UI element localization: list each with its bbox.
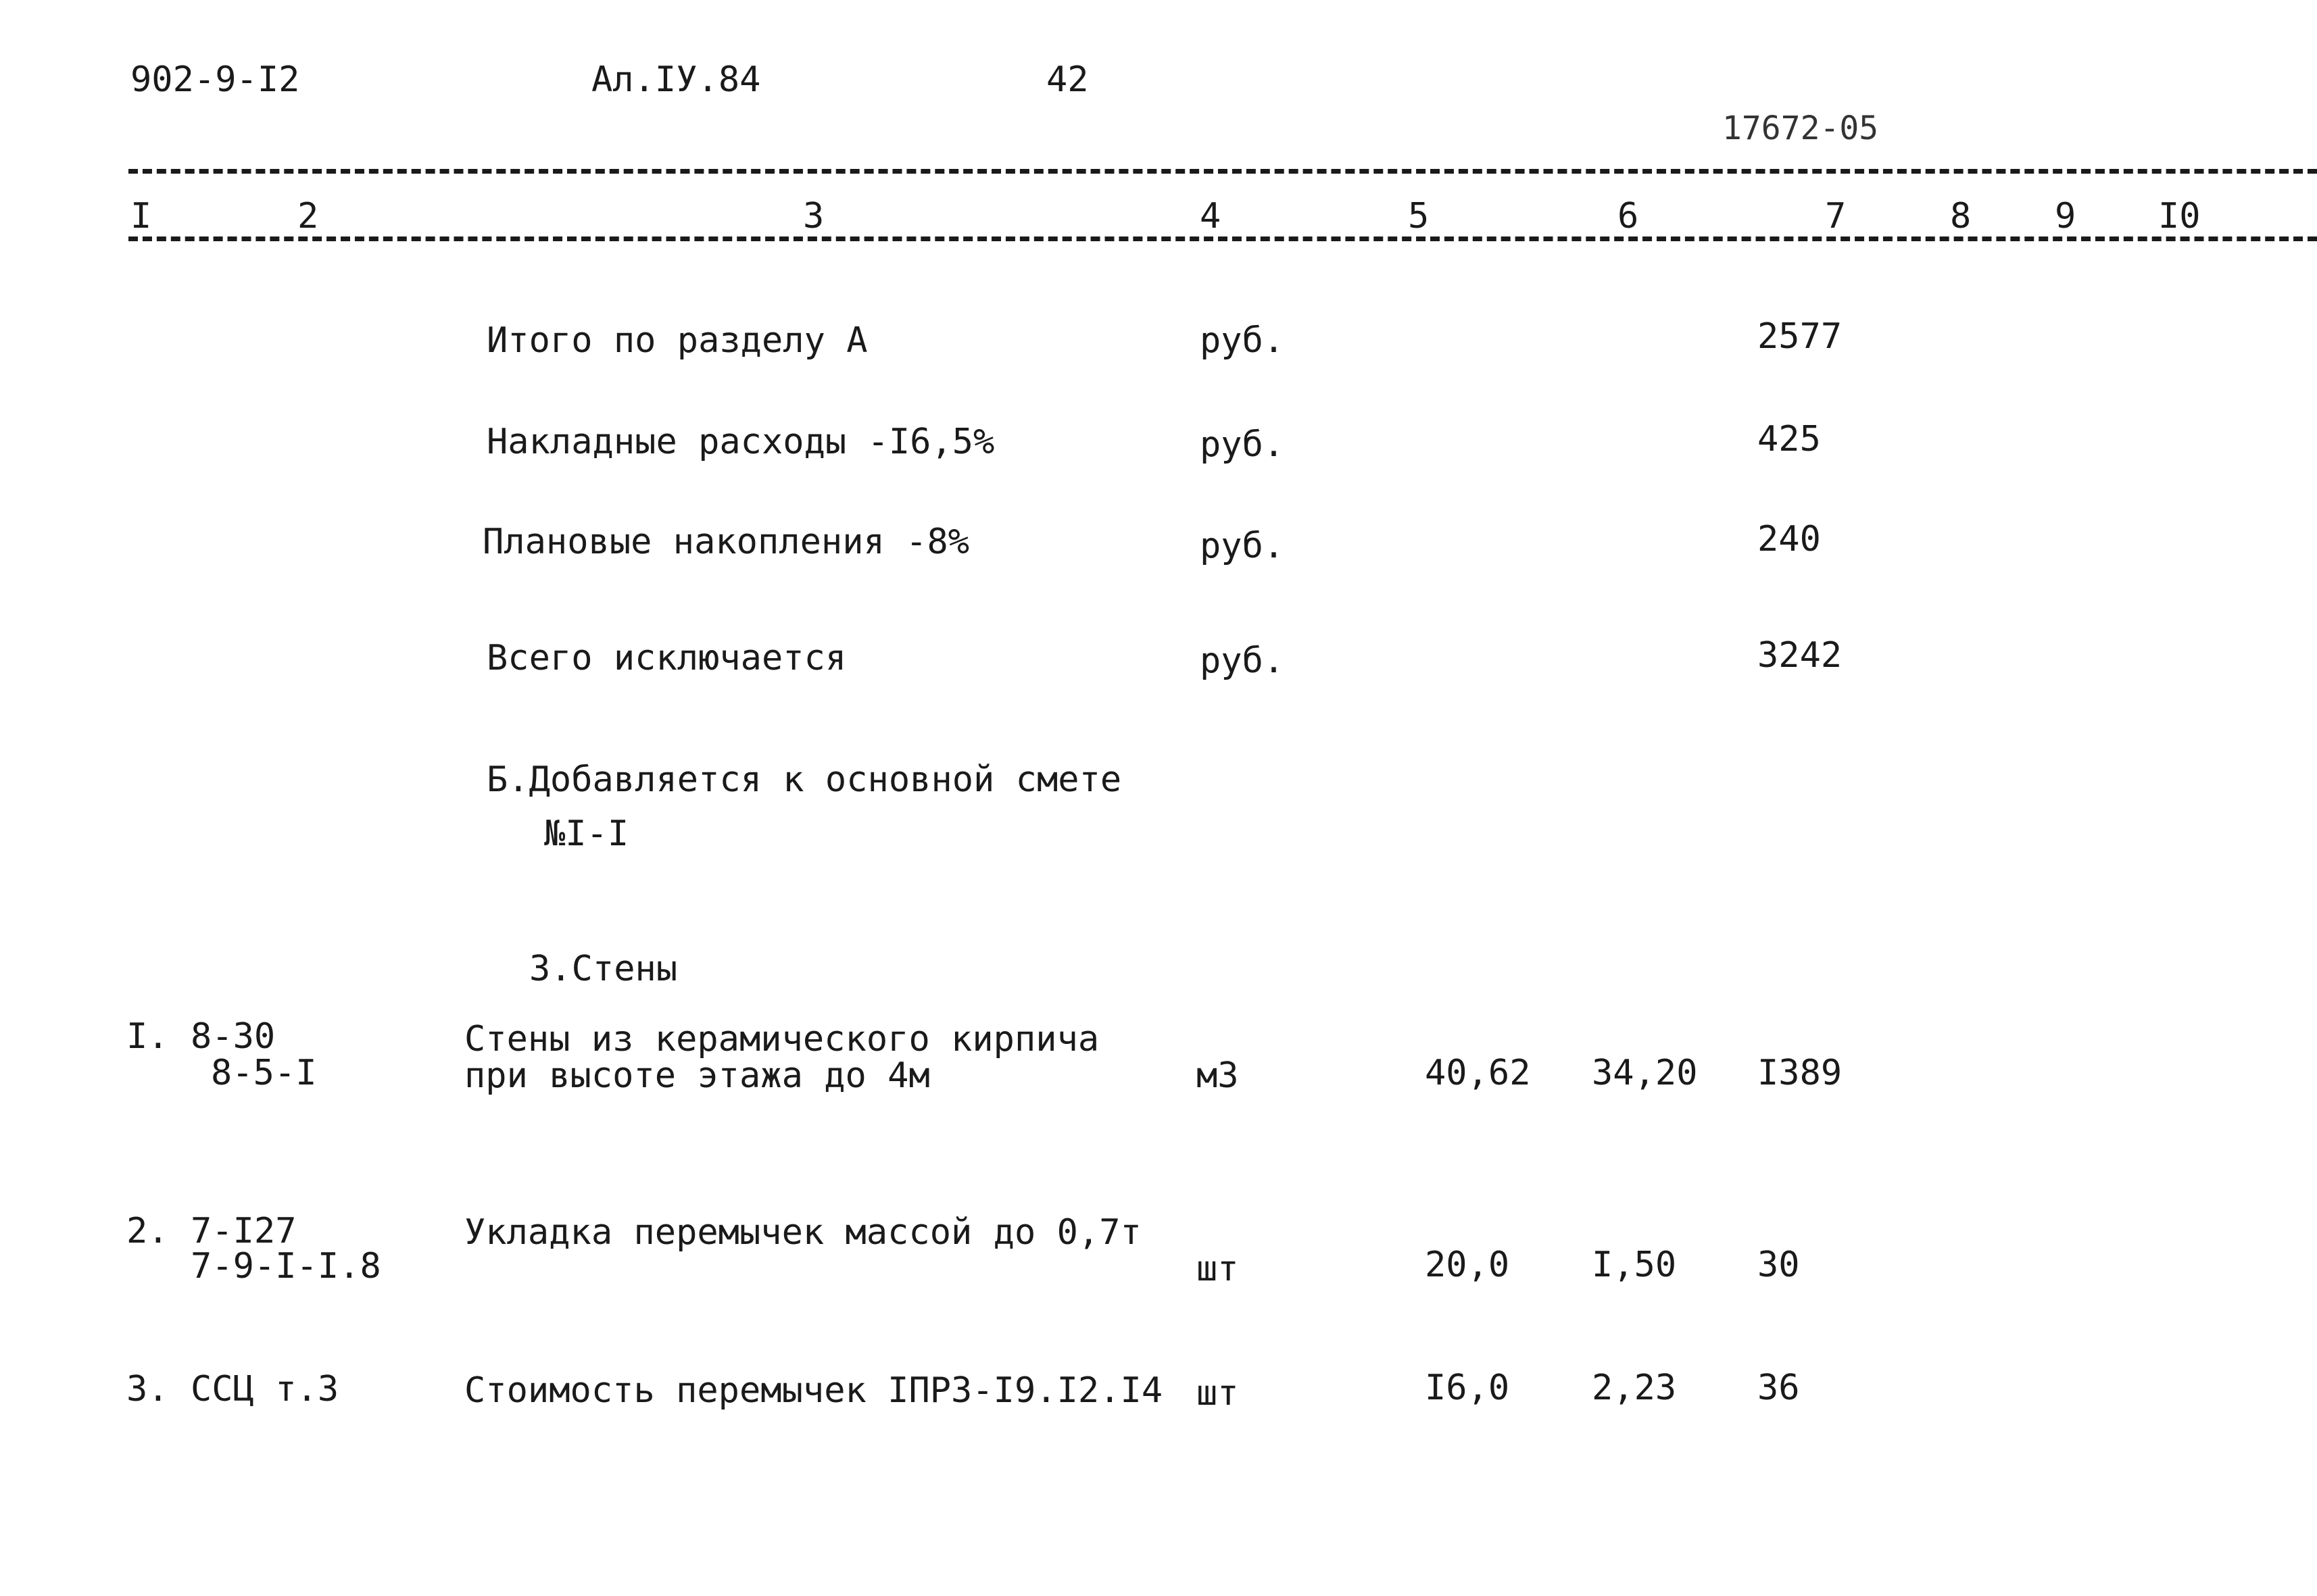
column-number-2: 2: [297, 196, 319, 236]
quantity: 40,62: [1425, 1053, 1531, 1093]
unit-price: 2,23: [1592, 1368, 1677, 1408]
rate-code-secondary: 8-5-I: [211, 1053, 317, 1093]
column-number-6: 6: [1617, 196, 1639, 236]
column-number-8: 8: [1950, 196, 1972, 236]
subsection-title: 3.Стены: [529, 949, 678, 989]
unit-price: 34,20: [1592, 1053, 1698, 1093]
column-number-3: 3: [803, 196, 825, 236]
section-estimate-number: №I-I: [544, 814, 629, 854]
row-number: I.: [126, 1016, 169, 1057]
column-number-10: I0: [2158, 196, 2201, 236]
column-number-1: I: [130, 196, 152, 236]
rate-code: 8-30: [191, 1016, 276, 1057]
totals-label: Всего исключается: [487, 638, 847, 678]
work-description: Стоимость перемычек IПР3-I9.I2.I4: [464, 1370, 1163, 1411]
quantity: I6,0: [1425, 1368, 1510, 1408]
row-number: 3.: [126, 1369, 169, 1410]
unit-price: I,50: [1592, 1245, 1677, 1285]
column-number-7: 7: [1825, 196, 1847, 236]
totals-amount: 2577: [1757, 316, 1843, 357]
work-description: Укладка перемычек массой до 0,7т: [464, 1212, 1142, 1253]
unit: шт: [1196, 1249, 1239, 1289]
totals-unit: руб.: [1200, 526, 1285, 566]
totals-label: Накладные расходы -I6,5%: [487, 422, 995, 462]
totals-unit: руб.: [1200, 424, 1285, 465]
rate-code-secondary: 7-9-I-I.8: [191, 1246, 381, 1287]
inventory-number: 17672-05: [1722, 109, 1879, 147]
cost: 30: [1757, 1245, 1800, 1285]
column-number-5: 5: [1408, 196, 1430, 236]
bottom-dashed-rule: [128, 236, 2317, 241]
album-reference: Ал.IУ.84: [591, 59, 761, 100]
totals-label: Плановые накопления -8%: [483, 522, 970, 562]
quantity: 20,0: [1425, 1245, 1510, 1285]
totals-label: Итого по разделу А: [487, 320, 868, 361]
top-dashed-rule: [128, 169, 2317, 174]
totals-amount: 425: [1757, 419, 1821, 459]
page-number: 42: [1046, 59, 1089, 100]
document-code: 902-9-I2: [130, 59, 300, 100]
cost: 36: [1757, 1368, 1800, 1408]
totals-unit: руб.: [1200, 320, 1285, 361]
totals-amount: 240: [1757, 519, 1821, 559]
work-description: Стены из керамического кирпича: [464, 1019, 1100, 1059]
totals-amount: 3242: [1757, 635, 1843, 676]
unit: шт: [1196, 1373, 1239, 1414]
rate-code: 7-I27: [191, 1211, 297, 1251]
work-description-continued: при высоте этажа до 4м: [464, 1055, 930, 1096]
column-number-4: 4: [1200, 196, 1221, 236]
unit: м3: [1196, 1055, 1239, 1096]
section-heading: Б.Добавляется к основной смете: [487, 759, 1122, 800]
rate-code: ССЦ т.3: [191, 1369, 339, 1410]
column-number-9: 9: [2055, 196, 2076, 236]
totals-unit: руб.: [1200, 641, 1285, 681]
cost: I389: [1757, 1053, 1843, 1093]
row-number: 2.: [126, 1211, 169, 1251]
